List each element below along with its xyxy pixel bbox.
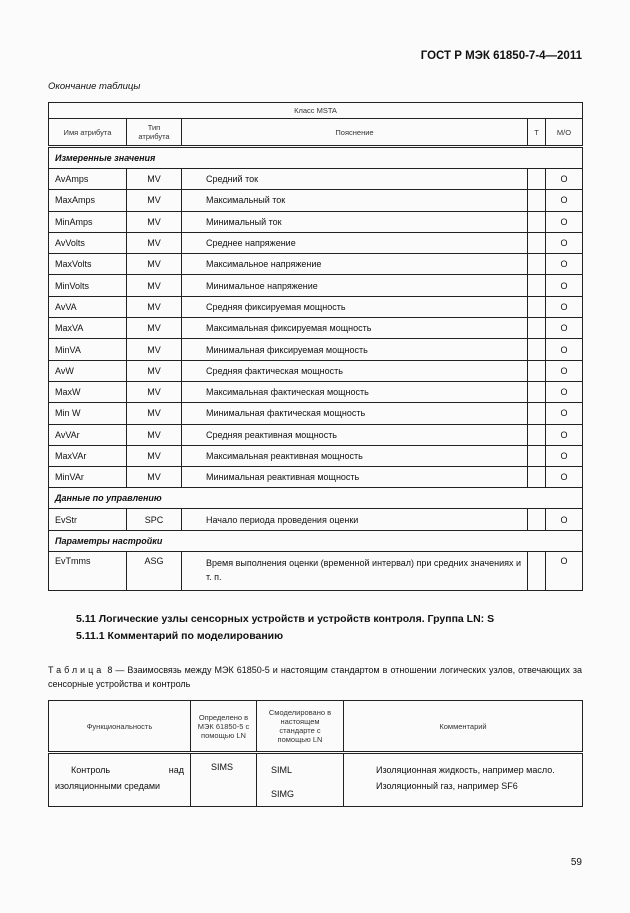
- col-header: Пояснение: [182, 119, 528, 147]
- attr-mo: O: [546, 190, 583, 211]
- attr-mo: O: [546, 232, 583, 253]
- attr-t: [528, 551, 546, 590]
- attr-mo: O: [546, 445, 583, 466]
- caption-text: 8 — Взаимосвязь между МЭК 61850-5 и настоящим стандартом в отношении логических узлов, отвечающих за сенсорные устройства и контроль: [48, 665, 582, 689]
- attr-type: MV: [127, 232, 182, 253]
- attr-description: Максимальная реактивная мощность: [182, 445, 528, 466]
- col-header: М/О: [546, 119, 583, 147]
- attr-description: Средняя реактивная мощность: [182, 424, 528, 445]
- table-row: [49, 254, 583, 275]
- sensor-ln-table: [48, 700, 583, 807]
- section-title: Параметры настройки: [49, 530, 583, 551]
- attr-name: AvVA: [49, 296, 127, 317]
- table-row: [49, 509, 583, 530]
- attr-description: Минимальная фактическая мощность: [182, 403, 528, 424]
- attr-description: Начало периода проведения оценки: [182, 509, 528, 530]
- table-row: [49, 424, 583, 445]
- msta-table: [48, 102, 583, 591]
- attr-type: MV: [127, 169, 182, 190]
- attr-description: Минимальный ток: [182, 211, 528, 232]
- attr-type: SPC: [127, 509, 182, 530]
- attr-description: Минимальная фиксируемая мощность: [182, 339, 528, 360]
- table-row: [49, 445, 583, 466]
- attr-t: [528, 381, 546, 402]
- col-header: Смоделировано в настоящем стандарте с помощью LN: [257, 701, 344, 753]
- attr-type: MV: [127, 467, 182, 488]
- attr-mo: O: [546, 551, 583, 590]
- modeled-cell: [257, 753, 344, 807]
- attr-type: MV: [127, 318, 182, 339]
- attr-type: MV: [127, 403, 182, 424]
- section-title: Данные по управлению: [49, 488, 583, 509]
- attr-t: [528, 296, 546, 317]
- attr-mo: O: [546, 339, 583, 360]
- section-heading: 5.11 Логические узлы сенсорных устройств и устройств контроля. Группа LN: S: [76, 613, 495, 625]
- table-row: [49, 211, 583, 232]
- attr-name: MinVAr: [49, 467, 127, 488]
- comment: Изоляционный газ, например SF6: [376, 781, 518, 791]
- attr-type: MV: [127, 360, 182, 381]
- table-row: [49, 403, 583, 424]
- attr-name: EvTmms: [49, 551, 127, 590]
- table-caption: [48, 663, 582, 691]
- attr-t: [528, 190, 546, 211]
- attr-name: MaxAmps: [49, 190, 127, 211]
- attr-mo: O: [546, 169, 583, 190]
- attr-type: MV: [127, 254, 182, 275]
- table-row: [49, 360, 583, 381]
- attr-name: MaxW: [49, 381, 127, 402]
- attr-mo: O: [546, 467, 583, 488]
- subsection-heading: 5.11.1 Комментарий по моделированию: [76, 630, 284, 642]
- col-header: Тип атрибута: [127, 119, 182, 147]
- function-cell: Контроль над изоляционными средами: [49, 753, 191, 807]
- attr-description: Среднее напряжение: [182, 232, 528, 253]
- attr-description: Средняя фиксируемая мощность: [182, 296, 528, 317]
- defined-cell: SIMS: [191, 753, 257, 807]
- col-header: Определено в МЭК 61850-5 с помощью LN: [191, 701, 257, 753]
- modeled-ln: SIMG: [271, 789, 295, 799]
- attr-t: [528, 360, 546, 381]
- table-row: [49, 190, 583, 211]
- attr-mo: O: [546, 360, 583, 381]
- attr-description: Минимальное напряжение: [182, 275, 528, 296]
- table-row: [49, 275, 583, 296]
- class-title: Класс MSTA: [49, 103, 583, 119]
- attr-name: MinVolts: [49, 275, 127, 296]
- table-row: [49, 381, 583, 402]
- attr-name: Min W: [49, 403, 127, 424]
- table-continuation-label: Окончание таблицы: [48, 81, 141, 92]
- attr-description: Максимальное напряжение: [182, 254, 528, 275]
- attr-mo: O: [546, 424, 583, 445]
- attr-t: [528, 232, 546, 253]
- col-header: Комментарий: [344, 701, 583, 753]
- caption-label: Таблица: [48, 665, 105, 675]
- attr-description: Средняя фактическая мощность: [182, 360, 528, 381]
- attr-type: MV: [127, 381, 182, 402]
- attr-mo: O: [546, 275, 583, 296]
- attr-t: [528, 318, 546, 339]
- section-title: Измеренные значения: [49, 147, 583, 169]
- attr-name: AvVolts: [49, 232, 127, 253]
- attr-description: Максимальный ток: [182, 190, 528, 211]
- attr-description: Максимальная фиксируемая мощность: [182, 318, 528, 339]
- attr-name: EvStr: [49, 509, 127, 530]
- attr-mo: O: [546, 403, 583, 424]
- attr-type: MV: [127, 296, 182, 317]
- col-header: Т: [528, 119, 546, 147]
- table-row: [49, 318, 583, 339]
- attr-type: ASG: [127, 551, 182, 590]
- attr-mo: O: [546, 318, 583, 339]
- table-row: [49, 296, 583, 317]
- attr-name: AvVAr: [49, 424, 127, 445]
- attr-type: MV: [127, 445, 182, 466]
- section-row: [49, 147, 583, 169]
- attr-t: [528, 211, 546, 232]
- page-number: 59: [570, 857, 582, 868]
- attr-mo: O: [546, 509, 583, 530]
- attr-name: MinAmps: [49, 211, 127, 232]
- table-row: [49, 232, 583, 253]
- attr-t: [528, 403, 546, 424]
- attr-t: [528, 275, 546, 296]
- attr-name: MinVA: [49, 339, 127, 360]
- comment-cell: [344, 753, 583, 807]
- attr-t: [528, 169, 546, 190]
- attr-mo: O: [546, 296, 583, 317]
- table-row: [49, 551, 583, 590]
- attr-t: [528, 467, 546, 488]
- attr-type: MV: [127, 275, 182, 296]
- attr-mo: O: [546, 254, 583, 275]
- attr-type: MV: [127, 211, 182, 232]
- section-row: [49, 530, 583, 551]
- attr-t: [528, 445, 546, 466]
- col-header: Функциональность: [49, 701, 191, 753]
- attr-t: [528, 254, 546, 275]
- attr-type: MV: [127, 339, 182, 360]
- comment: Изоляционная жидкость, например масло.: [376, 765, 555, 775]
- attr-description: Минимальная реактивная мощность: [182, 467, 528, 488]
- col-header: Имя атрибута: [49, 119, 127, 147]
- attr-type: MV: [127, 424, 182, 445]
- section-row: [49, 488, 583, 509]
- attr-mo: O: [546, 381, 583, 402]
- attr-mo: O: [546, 211, 583, 232]
- attr-name: MaxVA: [49, 318, 127, 339]
- attr-t: [528, 424, 546, 445]
- attr-name: AvAmps: [49, 169, 127, 190]
- table-row: [49, 339, 583, 360]
- attr-name: MaxVolts: [49, 254, 127, 275]
- attr-name: MaxVAr: [49, 445, 127, 466]
- attr-type: MV: [127, 190, 182, 211]
- attr-t: [528, 339, 546, 360]
- table-row: [49, 467, 583, 488]
- table-row: [49, 169, 583, 190]
- modeled-ln: SIML: [271, 765, 293, 775]
- attr-description: Средний ток: [182, 169, 528, 190]
- document-header: ГОСТ Р МЭК 61850-7-4—2011: [420, 50, 582, 62]
- attr-description: Время выполнения оценки (временной интервал) при средних значениях и т. п.: [182, 551, 528, 590]
- attr-t: [528, 509, 546, 530]
- attr-description: Максимальная фактическая мощность: [182, 381, 528, 402]
- attr-name: AvW: [49, 360, 127, 381]
